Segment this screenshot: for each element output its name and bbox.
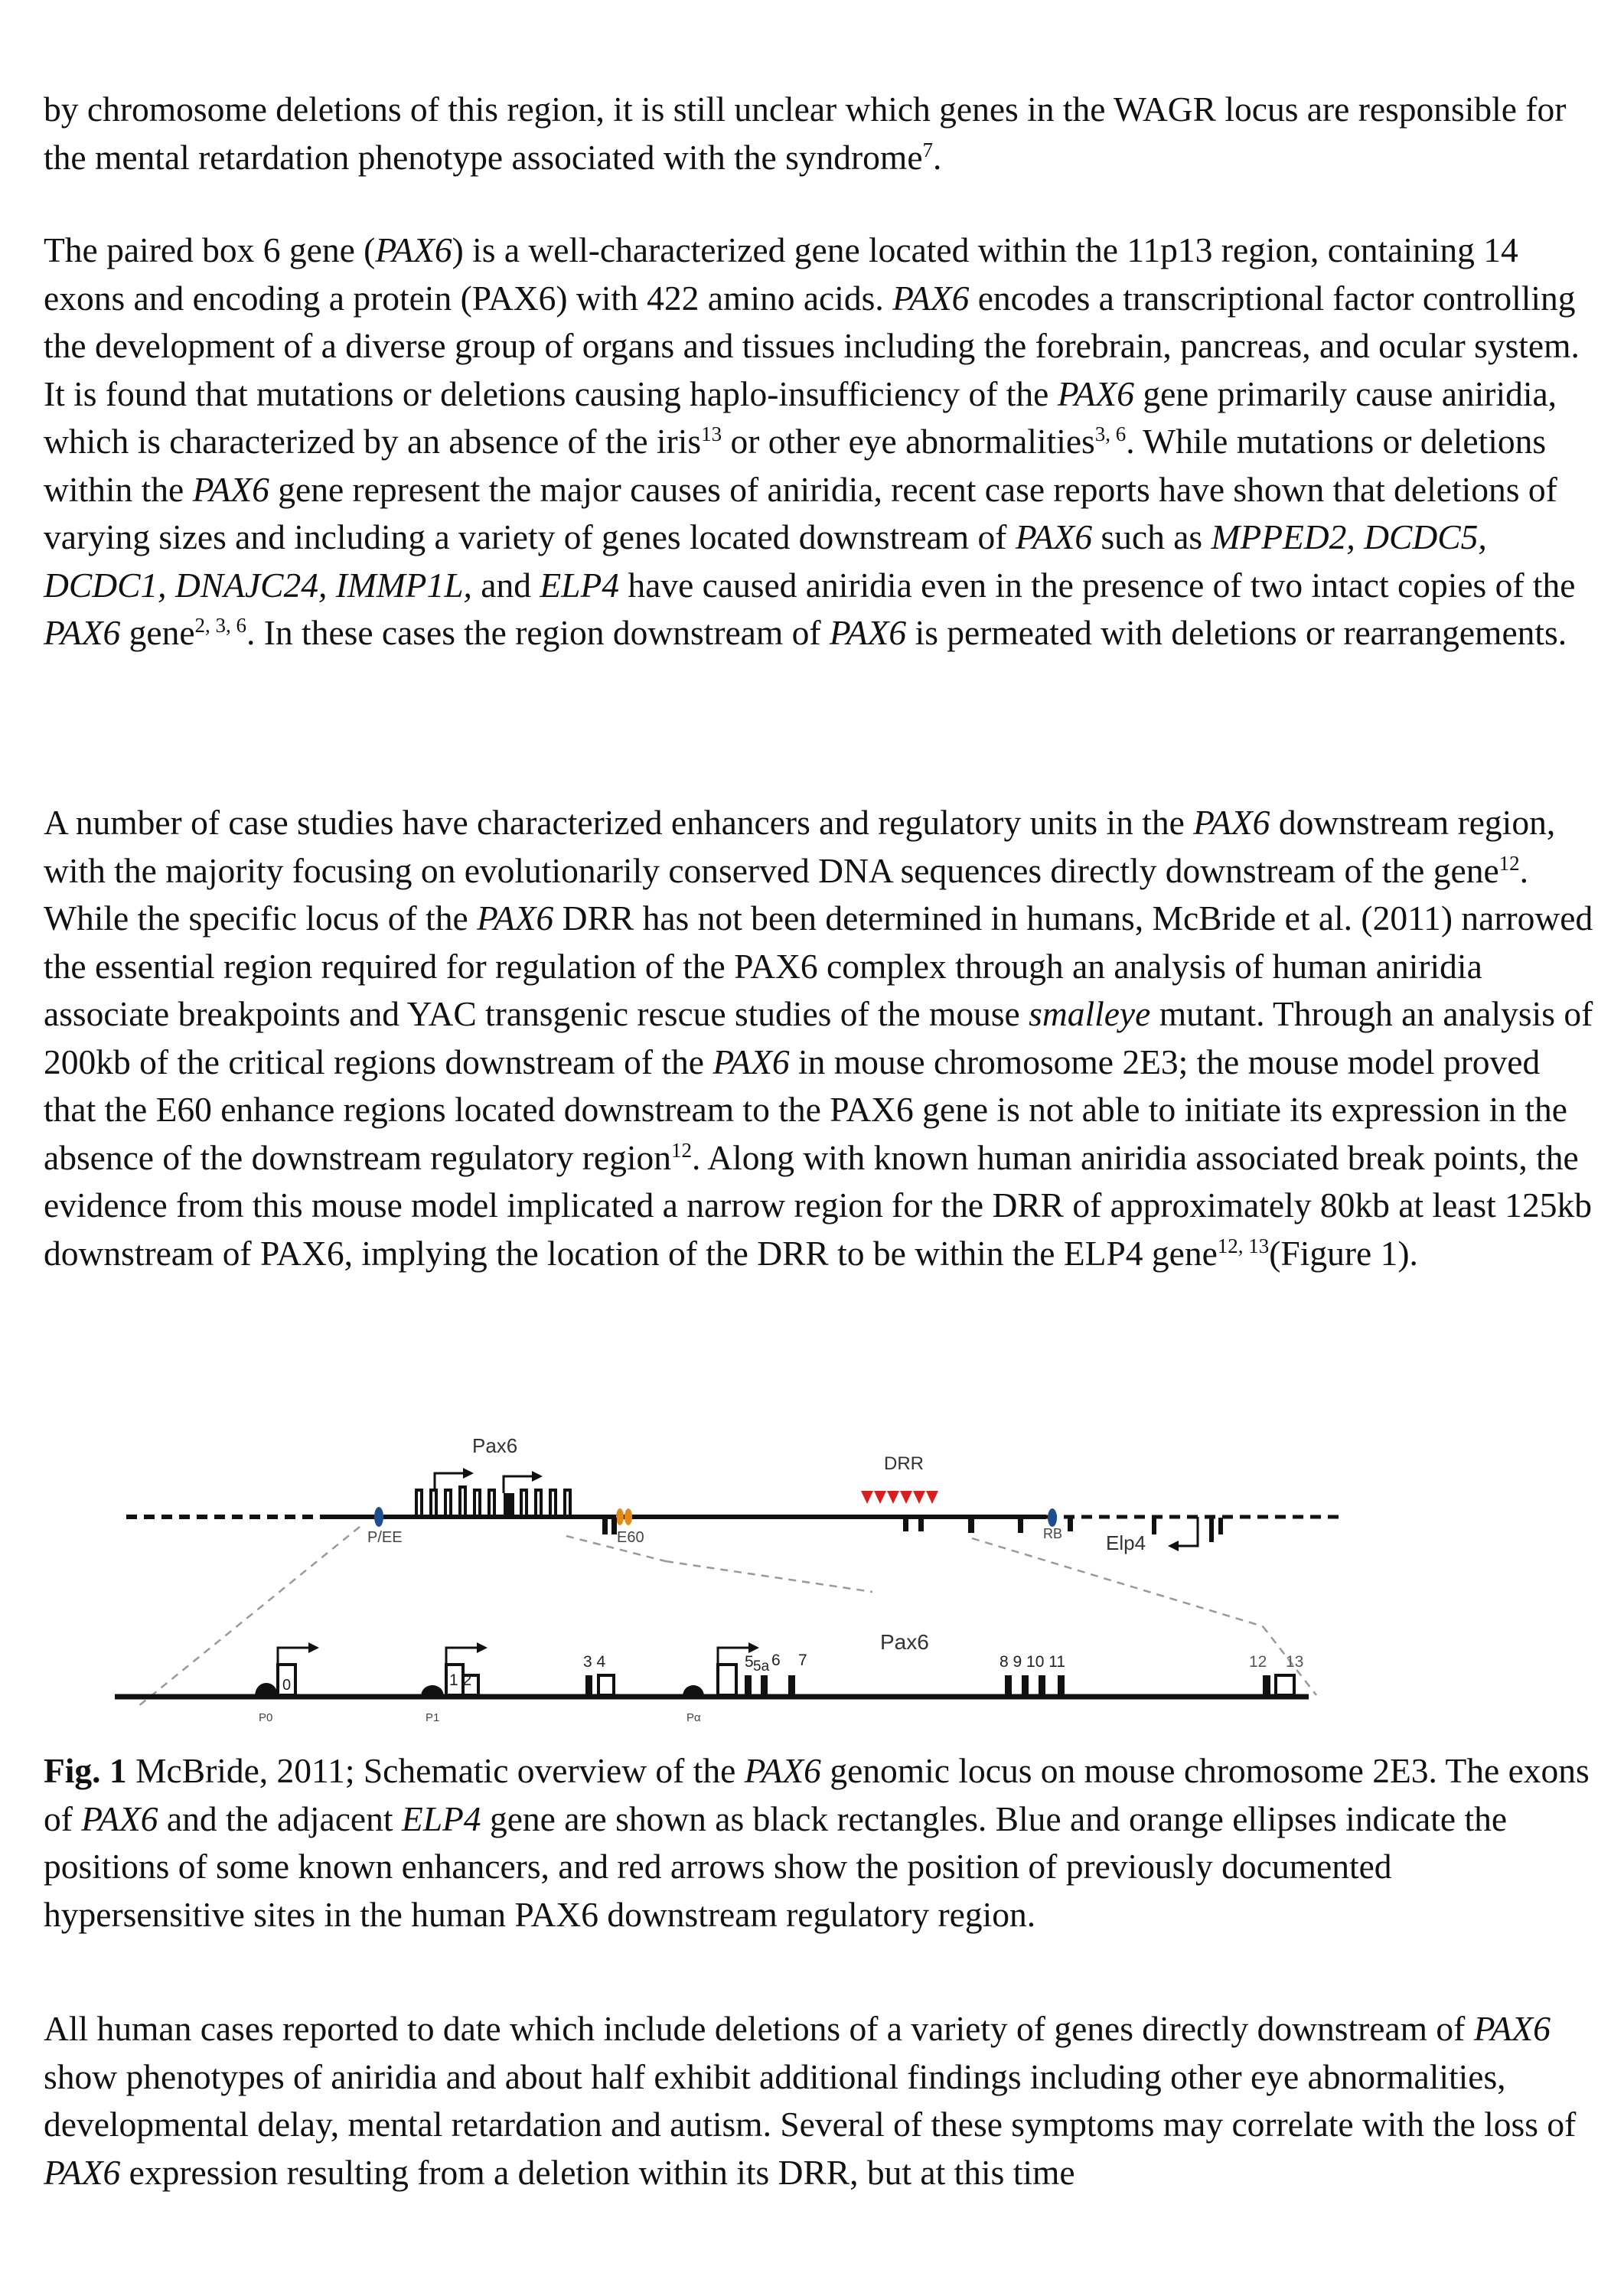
exon-13	[1276, 1675, 1294, 1695]
text-run: is permeated with deletions or rearrangements.	[906, 613, 1567, 652]
text-run: genomic locus on mouse chromosome 2E3. The exons of	[44, 1751, 1590, 1838]
arrowhead-icon	[308, 1642, 319, 1653]
text-run: DRR has not been determined in humans, McBride et al. (2011) narrowed the essential region required for regulation of the PAX6 complex through an analysis of human aniridia associate breakpoints and YAC transgenic rescue studies of the mouse	[44, 898, 1593, 1033]
exon-filled	[968, 1518, 974, 1533]
gene-name: PAX6	[892, 278, 970, 318]
text-run: encodes a transcriptional factor controlling the development of a diverse group of organs and tissues including the forebrain, pancreas, and ocular system. It is found that mutations or deletions causing haplo-insufficiency of the	[44, 278, 1580, 413]
citation-superscript: 2, 3, 6	[194, 614, 247, 637]
text-run: McBride, 2011; Schematic overview of the	[126, 1751, 745, 1790]
citation-superscript: 12	[670, 1138, 692, 1162]
figure-caption	[44, 1747, 1597, 1939]
label-exon-5a: 5a	[753, 1658, 770, 1675]
exon-filled	[602, 1518, 608, 1534]
bottom-gene-track	[115, 1630, 1309, 1724]
gene-name: PAX6	[44, 2152, 121, 2192]
red-arrow-icon	[861, 1491, 873, 1504]
text-run: . While the specific locus of the	[44, 850, 1529, 938]
gene-name: PAX6	[744, 1751, 821, 1790]
label-exon-5: 5	[745, 1653, 754, 1671]
text-run: downstream region, with the majority focusing on evolutionarily conserved DNA sequences directly downstream of the gene	[44, 803, 1556, 890]
label-exon-0: 0	[282, 1677, 292, 1694]
paragraph-human-cases	[44, 2005, 1597, 2196]
text-run: (Figure 1).	[1269, 1233, 1418, 1273]
gene-name: PAX6	[44, 613, 121, 652]
gene-name: PAX6	[81, 1799, 158, 1838]
paragraph-pax6-gene	[44, 227, 1597, 657]
exon-9	[1022, 1675, 1029, 1695]
arrowhead-icon	[463, 1468, 474, 1479]
exon-box	[474, 1490, 480, 1516]
text-run: ) is a well-characterized gene located within the 11p13 region, containing 14 exons and encoding a protein (PAX6) with 422 amino acids.	[44, 230, 1518, 318]
exon-6	[761, 1675, 768, 1695]
gene-name: MPPED2, DCDC5, DCDC1, DNAJC24, IMMP1L,	[44, 517, 1487, 605]
red-arrow-icon	[900, 1491, 912, 1504]
elp4-arrow-icon	[1179, 1517, 1198, 1546]
pax6-locus-diagram	[115, 1420, 1355, 1733]
exon-filled	[1218, 1518, 1223, 1534]
enhancer-orange-ellipse	[616, 1508, 624, 1525]
text-run: The paired box 6 gene (	[44, 230, 376, 269]
gene-name: ELP4	[401, 1799, 481, 1838]
text-run: .	[933, 137, 942, 177]
label-elp4: Elp4	[1106, 1531, 1146, 1554]
text-run: mutant. Through an analysis of 200kb of the critical regions downstream of the	[44, 994, 1593, 1081]
gene-name: ELP4	[540, 565, 619, 605]
text-run: by chromosome deletions of this region, it is still unclear which genes in the WAGR locus are responsible for the mental retardation phenotype associated with the syndrome	[44, 90, 1567, 177]
red-arrow-icon	[887, 1491, 899, 1504]
label-p0: P0	[259, 1711, 273, 1724]
gene-name: smalleye	[1029, 994, 1151, 1033]
promoter-p0-shape	[255, 1683, 278, 1697]
promoter-pa-shape	[683, 1685, 704, 1697]
text-run: and the adjacent	[158, 1799, 402, 1838]
label-drr: DRR	[884, 1453, 924, 1474]
zoom-line-mid	[666, 1561, 872, 1592]
promoter-arrow-icon	[446, 1648, 477, 1665]
exon-11	[1058, 1675, 1065, 1695]
gene-name: PAX6	[1015, 517, 1093, 556]
label-exon-3-4: 3 4	[583, 1653, 606, 1671]
label-exon-6: 6	[771, 1652, 781, 1669]
label-exon-7: 7	[798, 1652, 807, 1669]
exon-box	[550, 1490, 556, 1516]
exon-filled	[903, 1518, 908, 1531]
exon-7	[788, 1675, 795, 1695]
exon-filled	[1068, 1518, 1073, 1531]
red-arrow-icon	[926, 1491, 938, 1504]
citation-superscript: 7	[922, 138, 934, 161]
zoom-line-left	[138, 1527, 360, 1707]
label-exon-1-2: 1 2	[449, 1671, 472, 1689]
red-arrow-icon	[913, 1491, 925, 1504]
text-run: gene primarily cause aniridia, which is characterized by an absence of the iris	[44, 373, 1557, 461]
enhancer-blue-ellipse	[1048, 1508, 1057, 1527]
text-run: All human cases reported to date which include deletions of a variety of genes directly downstream of	[44, 2009, 1474, 2048]
arrowhead-icon	[1168, 1541, 1179, 1551]
label-e60: E60	[617, 1529, 644, 1546]
text-run: . In these cases the region downstream of	[246, 613, 830, 652]
exon-8	[1005, 1675, 1012, 1695]
gene-name: PAX6	[1193, 803, 1270, 842]
label-exon-12: 12	[1249, 1653, 1267, 1671]
promoter-p1-shape	[421, 1685, 444, 1697]
text-run: . Along with known human aniridia associated break points, the evidence from this mouse model implicated a narrow region for the DRR of approximately 80kb at least 125kb downstream of PAX6, implying the location of the DRR to be within the ELP4 gene	[44, 1137, 1592, 1273]
exon-4	[598, 1675, 614, 1695]
exon-box	[521, 1490, 527, 1516]
text-run: in mouse chromosome 2E3; the mouse model proved that the E60 enhance regions located downstream to the PAX6 gene is not able to initiate its expression in the absence of the downstream regulatory region	[44, 1042, 1568, 1177]
label-exons-8-11: 8 9 10 11	[1000, 1653, 1066, 1671]
exon-filled	[611, 1518, 617, 1534]
exon-filled	[504, 1493, 514, 1516]
citation-superscript: 12	[1498, 851, 1520, 875]
pax6-exons-top	[416, 1487, 570, 1516]
arrowhead-icon	[748, 1642, 759, 1653]
text-run: or other eye abnormalities	[722, 422, 1095, 461]
label-p-alpha: Pα	[686, 1711, 701, 1724]
text-run: show phenotypes of aniridia and about half exhibit additional findings including other eye abnormalities, developmental delay, mental retardation and autism. Several of these symptoms may correlate with the loss of	[44, 2056, 1577, 2144]
exon-filled	[1152, 1518, 1156, 1534]
gene-name: PAX6	[1473, 2009, 1551, 2048]
top-chromosome-track	[126, 1434, 1339, 1554]
text-run: . While mutations or deletions within the	[44, 422, 1547, 509]
gene-name: PAX6	[192, 469, 269, 509]
arrowhead-icon	[477, 1642, 488, 1653]
arrowhead-icon	[532, 1471, 543, 1482]
red-arrow-icon	[874, 1491, 886, 1504]
label-pax6-top: Pax6	[472, 1434, 518, 1457]
hypersensitive-site-arrows	[861, 1491, 938, 1504]
exon-box	[536, 1490, 541, 1516]
exon-box	[431, 1490, 436, 1516]
label-p1: P1	[426, 1711, 440, 1724]
enhancer-blue-ellipse	[374, 1507, 383, 1527]
paragraph-downstream-region	[44, 799, 1597, 1277]
text-run: A number of case studies have characterized enhancers and regulatory units in the	[44, 803, 1194, 842]
citation-superscript: 13	[701, 422, 722, 445]
citation-superscript: 3, 6	[1094, 422, 1127, 445]
exon-5a	[745, 1675, 752, 1695]
exon-box	[460, 1487, 465, 1516]
promoter-arrow-icon	[278, 1648, 308, 1665]
text-run: and	[471, 565, 540, 605]
enhancer-orange-ellipse	[624, 1508, 632, 1525]
exon-box	[489, 1490, 494, 1516]
gene-name: PAX6	[829, 613, 907, 652]
gene-name: PAX6	[375, 230, 452, 269]
label-rb: RB	[1043, 1526, 1063, 1541]
figure-label: Fig. 1	[44, 1751, 127, 1790]
zoom-line-mid	[566, 1536, 666, 1561]
gene-name: PAX6	[1057, 373, 1134, 413]
exon-5	[718, 1665, 736, 1695]
text-run: gene are shown as black rectangles. Blue and orange ellipses indicate the positions of some known enhancers, and red arrows show the position of previously documented hypersensitive sites in the human PAX6 downstream regulatory region.	[44, 1799, 1508, 1934]
exon-10	[1039, 1675, 1045, 1695]
label-exon-13: 13	[1286, 1653, 1304, 1671]
label-pax6-bottom: Pax6	[880, 1630, 929, 1654]
text-run: such as	[1092, 517, 1211, 556]
promoter-arrow-icon	[718, 1648, 748, 1665]
text-run: have caused aniridia even in the presence of two intact copies of the	[619, 565, 1576, 605]
gene-name: PAX6	[477, 898, 554, 938]
text-run: gene represent the major causes of aniridia, recent case reports have shown that deletions of varying sizes and including a variety of genes located downstream of	[44, 469, 1557, 556]
exon-3	[585, 1675, 592, 1695]
exon-filled	[1209, 1518, 1214, 1542]
exon-box	[416, 1490, 422, 1516]
exon-filled	[918, 1518, 924, 1531]
label-pee: P/EE	[367, 1529, 403, 1546]
exon-12	[1263, 1675, 1270, 1695]
exon-box	[565, 1490, 570, 1516]
citation-superscript: 12, 13	[1217, 1234, 1270, 1257]
text-run: expression resulting from a deletion within its DRR, but at this time	[120, 2152, 1075, 2192]
paragraph-wagr-locus	[44, 86, 1597, 181]
gene-name: PAX6	[713, 1042, 790, 1081]
text-run: gene	[120, 613, 195, 652]
exon-box	[445, 1490, 451, 1516]
exon-filled	[1018, 1518, 1023, 1533]
